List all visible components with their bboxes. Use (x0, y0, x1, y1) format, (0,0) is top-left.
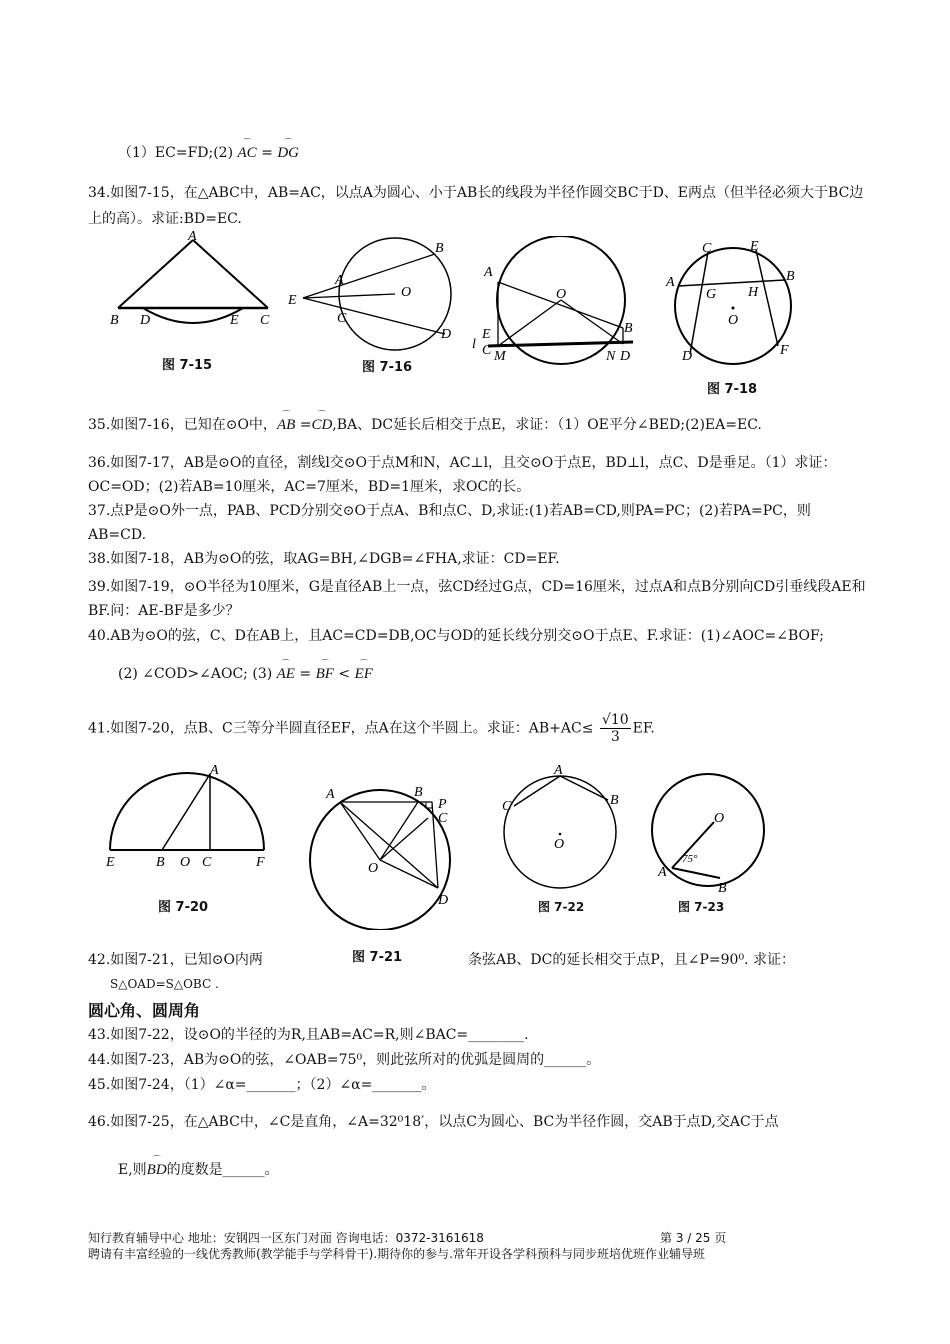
figure-7-23 (648, 764, 778, 894)
caption-7-18: 图 7-18 (707, 382, 758, 397)
svg-text:P: P (438, 797, 447, 812)
svg-text:75°: 75° (682, 853, 698, 865)
fraction (600, 712, 631, 745)
svg-text:A: A (210, 763, 219, 778)
question-43: 43.如图7-22，设⊙O的半径的为R,且AB=AC=R,则∠BAC=________. (88, 1027, 529, 1043)
figure-7-22 (498, 762, 628, 892)
answer-line-33 (118, 143, 299, 163)
page-number: 第 3 / 25 页 (660, 1231, 727, 1245)
equals: = (295, 417, 312, 433)
svg-text:E: E (106, 855, 115, 870)
question-44: 44.如图7-23，AB为⊙O的弦，∠OAB=75⁰，则此弦所对的优弧是圆周的______。 (88, 1052, 601, 1068)
svg-text:A: A (188, 229, 197, 244)
svg-text:E: E (288, 293, 297, 308)
arc-bf: ⌒ BF (316, 664, 334, 684)
caption-7-16: 图 7-16 (362, 360, 413, 375)
caption-7-20: 图 7-20 (158, 900, 209, 915)
q41-suffix: EF. (632, 720, 655, 737)
fraction-denominator: 3 (610, 729, 620, 745)
svg-text:O: O (556, 287, 567, 302)
svg-text:B: B (414, 785, 423, 800)
svg-text:A: A (554, 763, 563, 778)
svg-text:C: C (482, 343, 492, 358)
svg-text:D: D (620, 349, 631, 364)
svg-text:G: G (706, 287, 717, 302)
svg-text:E: E (230, 313, 239, 328)
svg-text:B: B (786, 269, 795, 284)
figure-7-21 (302, 780, 472, 930)
question-40: 40.AB为⊙O的弦，C、D在AB上，且AC=CD=DB,OC与OD的延长线分别交⊙O于点E、F.求证：(1)∠AOC=∠BOF; (88, 628, 824, 644)
caption-7-21: 图 7-21 (352, 950, 403, 965)
caption-7-23: 图 7-23 (678, 900, 725, 914)
svg-text:B: B (156, 855, 165, 870)
figure-7-17 (468, 236, 643, 371)
svg-text:D: D (441, 327, 452, 342)
question-36: 36.如图7-17，AB是⊙O的直径，割线l交⊙O于点M和N，AC⊥l，且交⊙O于点E，BD⊥l，点C、D是垂足。（1）求证：OC=OD；(2)若AB=10厘米，AC=7厘米，BD=1厘米，求OC的长。 (88, 455, 837, 495)
svg-text:F: F (256, 855, 265, 870)
svg-text:l: l (472, 337, 476, 352)
arc-cd: ⌒ CD (311, 415, 332, 435)
question-40-part2 (118, 664, 373, 684)
arc-bd: ⌒ BD (147, 1160, 167, 1180)
question-42-start: 42.如图7-21，已知⊙O内两 (88, 952, 263, 968)
svg-text:O: O (368, 861, 379, 876)
svg-text:C: C (702, 241, 712, 256)
svg-text:D: D (438, 893, 449, 908)
q46b-prefix: E,则 (118, 1162, 147, 1178)
q35-prefix: 35.如图7-16，已知在⊙O中， (88, 417, 277, 433)
section-heading: 圆心角、圆周角 (88, 1001, 201, 1020)
svg-text:E: E (482, 327, 491, 342)
question-38: 38.如图7-18，AB为⊙O的弦，取AG=BH,∠DGB=∠FHA,求证：CD=EF. (88, 551, 560, 567)
svg-text:D: D (682, 349, 693, 364)
arc-ac: ⌒ AC (238, 143, 257, 163)
less-than: < (333, 666, 355, 682)
svg-text:O: O (728, 313, 739, 328)
fraction-numerator: √10 (601, 712, 629, 728)
q40b-prefix: (2) ∠COD>∠AOC; (3) (118, 666, 277, 682)
equals: = (256, 145, 278, 161)
svg-text:D: D (140, 313, 151, 328)
question-39: 39.如图7-19，⊙O半径为10厘米，G是直径AB上一点，弦CD经过G点，CD=16厘米，过点A和点B分别向CD引垂线段AE和BF.问：AE-BF是多少？ (88, 579, 866, 619)
svg-text:O: O (714, 811, 725, 826)
equals: = (294, 666, 316, 682)
svg-text:B: B (718, 881, 727, 894)
arc-dg: ⌒ DG (277, 143, 299, 163)
svg-text:M: M (494, 349, 506, 364)
figure-7-15 (108, 228, 278, 338)
svg-text:C: C (337, 311, 347, 326)
question-41 (88, 712, 655, 745)
svg-text:C: C (438, 811, 448, 826)
footer-advert: 聘请有丰富经验的一线优秀教师(教学能手与学科骨干).期待你的参与.常年开设各学科预科与同步班培优班作业辅导班 (88, 1247, 705, 1261)
svg-text:C: C (202, 855, 212, 870)
question-37: 37.点P是⊙O外一点，PAB、PCD分别交⊙O于点A、B和点C、D,求证:(1)若AB=CD,则PA=PC；(2)若PA=PC，则AB=CD. (88, 503, 811, 543)
q35-suffix: ,BA、DC延长后相交于点E，求证：（1）OE平分∠BED;(2)EA=EC. (332, 417, 762, 433)
q46b-suffix: 的度数是______。 (166, 1162, 279, 1178)
svg-text:N: N (606, 349, 616, 364)
svg-text:O: O (401, 285, 412, 300)
svg-text:O: O (554, 837, 565, 852)
q41-prefix: 41.如图7-20，点B、C三等分半圆直径EF，点A在这个半圆上。求证：AB+AC≤ (88, 720, 594, 737)
svg-text:C: C (502, 799, 512, 814)
arc-ab: ⌒ AB (277, 415, 295, 435)
svg-text:A: A (666, 275, 675, 290)
svg-text:A: A (335, 273, 344, 288)
svg-text:E: E (750, 239, 759, 254)
svg-text:A: A (484, 265, 493, 280)
svg-text:B: B (435, 241, 444, 256)
arc-ef: ⌒ EF (355, 664, 373, 684)
question-46-end (118, 1160, 279, 1180)
footer-address: 知行教育辅导中心 地址：安钢四一区东门对面 咨询电话：0372-3161618 (88, 1231, 484, 1245)
answer-prefix: （1）EC=FD;(2) (118, 145, 238, 161)
svg-text:H: H (748, 285, 759, 300)
question-42-cont: 条弦AB、DC的延长相交于点P，且∠P=90⁰. 求证： (468, 952, 795, 968)
figure-7-18 (660, 236, 810, 366)
svg-text:A: A (326, 787, 335, 802)
figure-7-16 (285, 236, 460, 351)
svg-text:C: C (260, 313, 270, 328)
caption-7-22: 图 7-22 (538, 900, 585, 914)
question-35 (88, 415, 762, 435)
question-45: 45.如图7-24，（1）∠α=_______；（2）∠α=_______。 (88, 1077, 436, 1093)
question-42-end: S△OAD=S△OBC . (110, 977, 219, 991)
caption-7-15: 图 7-15 (162, 358, 213, 373)
svg-text:B: B (610, 793, 619, 808)
question-46: 46.如图7-25，在△ABC中，∠C是直角，∠A=32⁰18′，以点C为圆心、BC为半径作圆，交AB于点D,交AC于点 (88, 1114, 779, 1130)
svg-text:O: O (180, 855, 191, 870)
arc-ae: ⌒ AE (277, 664, 295, 684)
svg-text:B: B (110, 313, 119, 328)
question-34: 34.如图7-15，在△ABC中，AB=AC，以点A为圆心、小于AB长的线段为半径作圆交BC于D、E两点（但半径必须大于BC边上的高）。求证:BD=EC. (88, 185, 864, 227)
figure-7-20 (100, 760, 275, 870)
svg-text:B: B (624, 321, 633, 336)
svg-text:A: A (658, 865, 667, 880)
svg-text:F: F (780, 343, 789, 358)
